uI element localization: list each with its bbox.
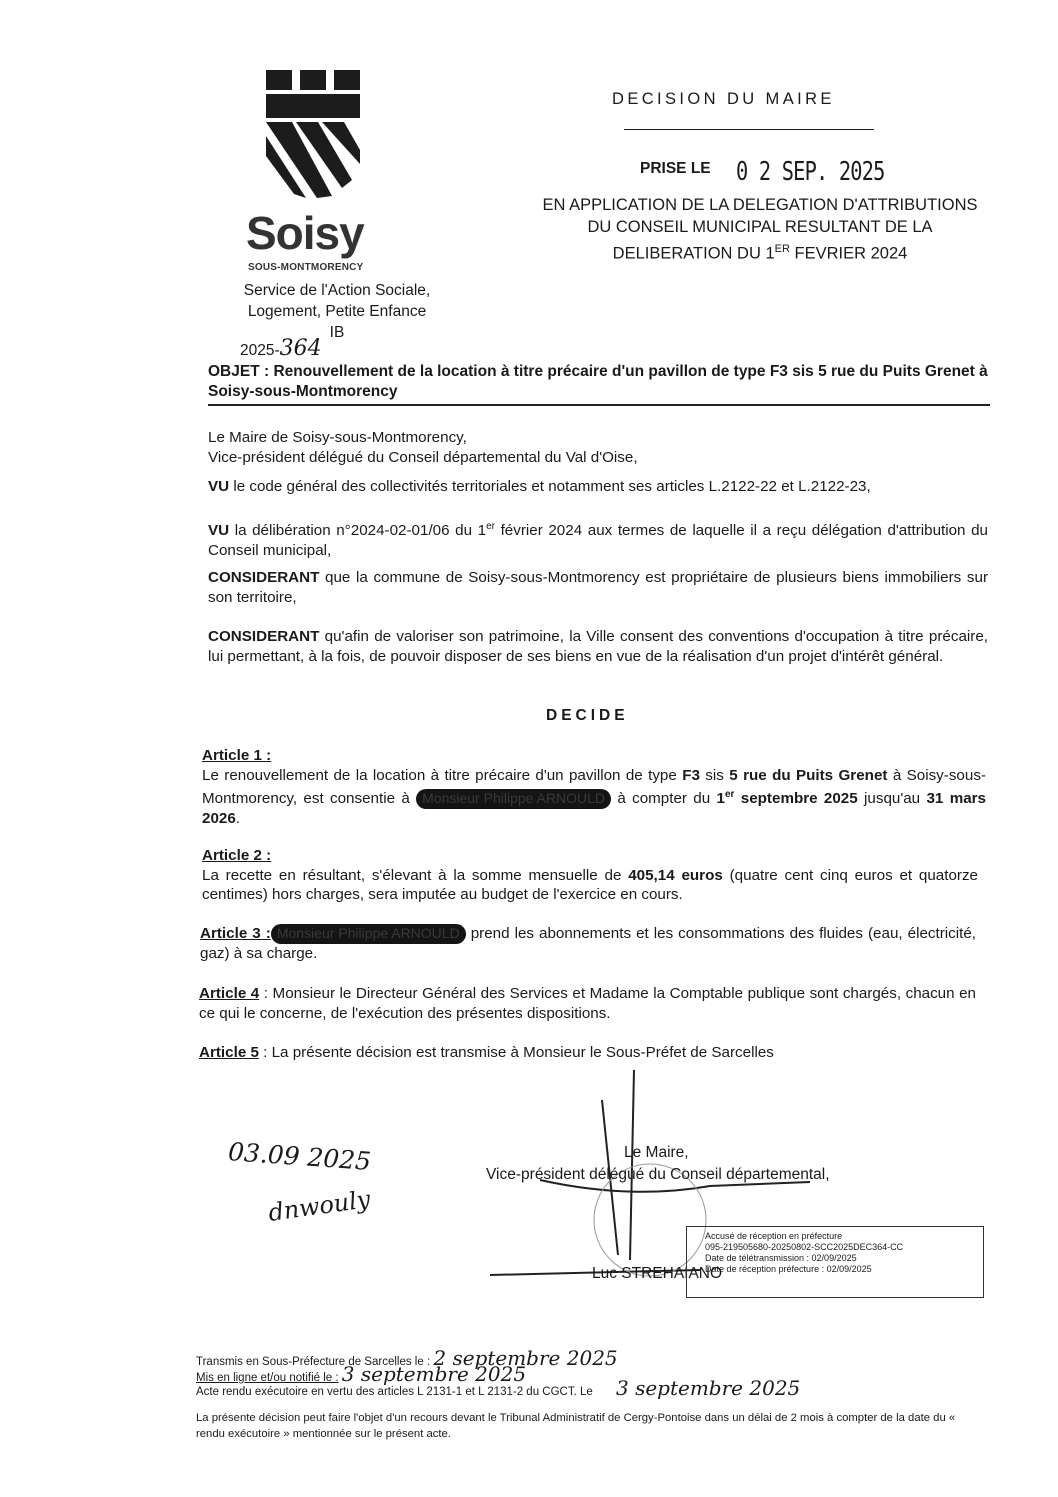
considerant-paragraph-2: CONSIDERANT qu'afin de valoriser son patrimoine, la Ville consent des conventions d'occupation à titre précaire, lui permettant, à la fois, de pouvoir disposer de ses biens en vue de la réalisation d'un projet d'intérêt général. <box>208 628 988 665</box>
footer-executoire: Acte rendu exécutoire en vertu des articles L 2131-1 et L 2131-2 du CGCT. Le 3 septembre 2025 <box>196 1376 801 1400</box>
vu-paragraph-1: VU le code général des collectivités territoriales et notamment ses articles L.2122-22 et L.2122-23, <box>208 478 871 495</box>
article-5-title: Article 5 <box>199 1044 259 1061</box>
application-block <box>500 194 1020 265</box>
signatory-name: Luc STREHAIANO <box>592 1265 723 1282</box>
signature-block <box>486 1142 886 1186</box>
handwritten-initials: dnwouly <box>266 1185 372 1227</box>
application-line-2: DU CONSEIL MUNICIPAL RESULTANT DE LA <box>587 218 933 236</box>
recours-notice: La présente décision peut faire l'objet d'un recours devant le Tribunal Administratif de Cergy-Pontoise dans un délai de 2 mois à compter de la date du « rendu exécutoire » mentionnée sur le présent acte. <box>196 1412 956 1440</box>
signature-line-2: Vice-président délégué du Conseil départemental, <box>486 1166 830 1183</box>
article-1 <box>202 746 986 828</box>
objet-label: OBJET : <box>208 363 270 380</box>
logo-subtitle: SOUS-MONTMORENCY <box>248 262 364 273</box>
article-4-title: Article 4 <box>199 985 260 1002</box>
handwritten-date: 03.09 2025 <box>227 1137 372 1176</box>
article-1-body: Le renouvellement de la location à titre précaire d'un pavillon de type F3 sis 5 rue du Puits Grenet à Soisy-sous-Montmorency, est consentie à Monsieur Philippe ARNOULD à compter du 1er septembre 2025 jusqu'au 31 mars 2026. <box>202 766 986 827</box>
redacted-name: Monsieur Philippe ARNOULD <box>416 789 611 809</box>
considerant-paragraph-1: CONSIDERANT que la commune de Soisy-sous-Montmorency est propriétaire de plusieurs biens immobiliers sur son territoire, <box>208 569 988 606</box>
decide-heading: DECIDE <box>546 707 629 724</box>
article-2-body: La recette en résultant, s'élevant à la somme mensuelle de 405,14 euros (quatre cent cinq euros et quatorze centimes) hors charges, sera imputée au budget de l'exercice en cours. <box>202 866 979 903</box>
prise-label: PRISE LE <box>640 160 711 177</box>
reference-prefix: 2025- <box>240 342 280 359</box>
vu-paragraph-2: VU la délibération n°2024-02-01/06 du 1er février 2024 aux termes de laquelle il a reçu délégation d'attribution du Conseil municipal, <box>208 521 988 559</box>
service-line-1: Service de l'Action Sociale, <box>243 282 431 299</box>
decision-reference <box>240 336 322 361</box>
application-line-3: DELIBERATION DU 1ER FEVRIER 2024 <box>612 243 908 263</box>
handwritten-mis-en-ligne-date: 3 septembre 2025 <box>341 1362 527 1386</box>
objet-text: Renouvellement de la location à titre précaire d'un pavillon de type F3 sis 5 rue du Puits Grenet à Soisy-sous-Montmorency <box>208 363 988 400</box>
objet-heading <box>208 362 988 402</box>
objet-divider <box>208 404 990 406</box>
reference-number: 364 <box>279 336 322 361</box>
prise-date-stamp: 0 2 SEP. 2025 <box>736 157 885 187</box>
signature-line-1: Le Maire, <box>624 1144 689 1161</box>
service-line-2: Logement, Petite Enfance <box>247 303 427 320</box>
article-3: Article 3 : Monsieur Philippe ARNOULD prend les abonnements et les consommations des fluides (eau, électricité, gaz) à sa charge. <box>200 925 976 962</box>
title-underline <box>624 129 874 130</box>
logo-wordmark: Soisy <box>246 207 364 259</box>
article-2-title: Article 2 : <box>202 847 272 864</box>
service-block <box>232 280 442 343</box>
footer-mis-en-ligne: Mis en ligne et/ou notifié le : 3 septembre 2025 <box>196 1362 527 1386</box>
handwritten-executoire-date: 3 septembre 2025 <box>615 1376 801 1400</box>
article-1-title: Article 1 : <box>202 747 272 764</box>
article-3-title: Article 3 : <box>200 925 271 942</box>
application-line-1: EN APPLICATION DE LA DELEGATION D'ATTRIBUTIONS <box>542 196 978 214</box>
maire-title: Le Maire de Soisy-sous-Montmorency, Vice-président délégué du Conseil départemental du Val d'Oise, <box>208 429 638 466</box>
soisy-logo-emblem <box>262 66 366 200</box>
article-4: Article 4 : Monsieur le Directeur Général des Services et Madame la Comptable publique sont chargés, chacun en ce qui le concerne, de l'exécution des présentes dispositions. <box>199 985 977 1022</box>
prefecture-receipt-stamp: Accusé de réception en préfecture 095-219505680-20250802-SCC2025DEC364-CC Date de télétransmission : 02/09/2025 Date de réception préfecture : 02/09/2025 <box>686 1226 984 1298</box>
article-2 <box>202 846 978 905</box>
article-5: Article 5 : La présente décision est transmise à Monsieur le Sous-Préfet de Sarcelles <box>199 1044 774 1061</box>
decision-title: DECISION DU MAIRE <box>612 90 835 108</box>
handwritten-transmis-date: 2 septembre 2025 <box>433 1346 618 1370</box>
service-initials: IB <box>329 324 345 341</box>
footer-transmis: Transmis en Sous-Préfecture de Sarcelles le : 2 septembre 2025 <box>196 1346 618 1370</box>
redacted-name: Monsieur Philippe ARNOULD <box>271 924 466 944</box>
